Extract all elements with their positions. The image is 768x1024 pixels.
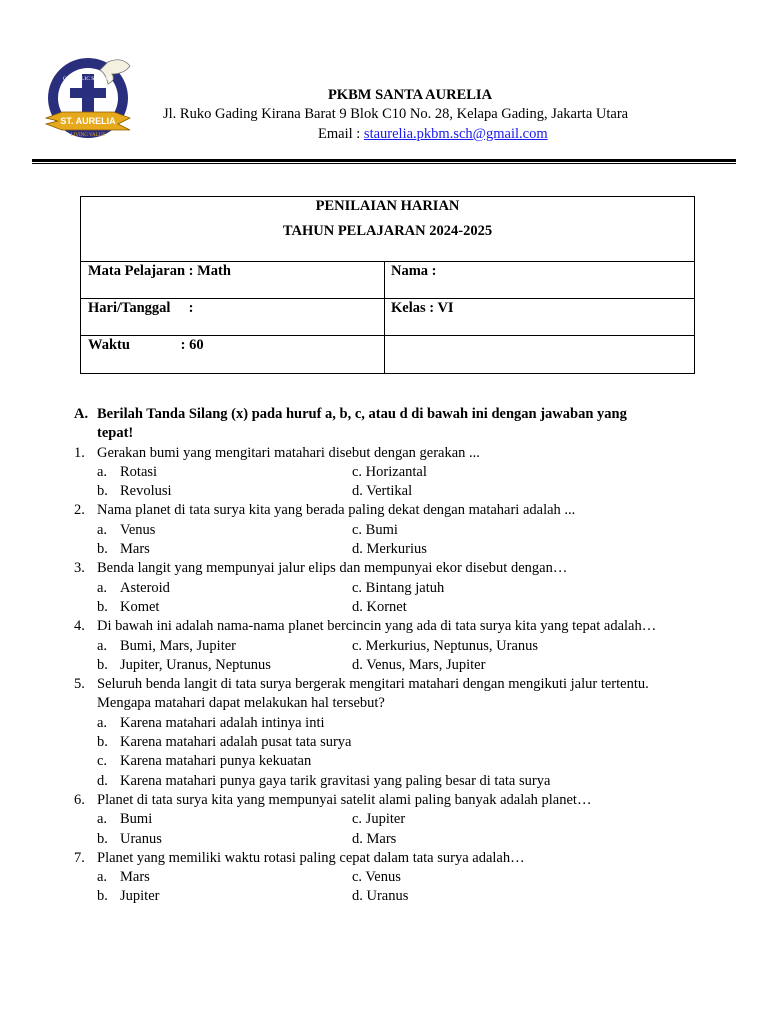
option-row — [74, 752, 704, 771]
option-d[interactable]: d. Venus, Mars, Jupiter — [352, 656, 486, 673]
option-text: Jupiter — [120, 888, 160, 905]
option-key: b. — [97, 483, 108, 500]
option-row — [74, 868, 704, 887]
option-text: Karena matahari punya kekuatan — [120, 753, 312, 770]
question-text: Gerakan bumi yang mengitari matahari disebut dengan gerakan ... — [97, 444, 480, 461]
question-row — [74, 791, 704, 810]
option-key: b. — [97, 830, 108, 847]
option-text: Komet — [120, 598, 160, 615]
question-number: 5. — [74, 676, 85, 693]
class-cell: Kelas : VI — [391, 300, 454, 316]
question-row — [74, 617, 704, 636]
option-a[interactable] — [97, 868, 150, 887]
option-d[interactable]: d. Merkurius — [352, 541, 427, 558]
option-b[interactable] — [97, 598, 159, 617]
table-divider — [81, 261, 694, 262]
question-text: Di bawah ini adalah nama-nama planet bercincin yang ada di tata surya kita yang tepat adalah… — [97, 618, 657, 635]
option-b[interactable] — [97, 733, 351, 752]
question-section — [74, 405, 704, 907]
option-key: a. — [97, 579, 108, 596]
option-key: b. — [97, 656, 108, 673]
question-row — [74, 849, 704, 868]
question-text: Benda langit yang mempunyai jalur elips dan mempunyai ekor disebut dengan… — [97, 560, 568, 577]
header-divider-thin — [32, 163, 736, 164]
option-text: Karena matahari adalah pusat tata surya — [120, 734, 352, 751]
question-text: Planet di tata surya kita yang mempunyai satelit alami paling banyak adalah planet… — [97, 791, 592, 808]
option-text: Bumi — [120, 811, 153, 828]
question-number: 2. — [74, 502, 85, 519]
question-row-cont — [74, 694, 704, 713]
section-instruction — [74, 405, 704, 424]
option-key: a. — [97, 811, 108, 828]
option-a[interactable] — [97, 579, 170, 598]
assessment-info-table — [80, 196, 695, 374]
question-number: 1. — [74, 444, 85, 461]
option-row — [74, 521, 704, 540]
option-row — [74, 772, 704, 791]
option-row — [74, 579, 704, 598]
option-a[interactable] — [97, 714, 325, 733]
student-name-cell[interactable]: Nama : — [391, 263, 437, 279]
subject-cell: Mata Pelajaran : Math — [88, 263, 231, 279]
option-key: a. — [97, 637, 108, 654]
option-b[interactable] — [97, 482, 172, 501]
option-key: c. — [97, 753, 108, 770]
table-divider — [81, 298, 694, 299]
option-key: a. — [97, 463, 108, 480]
question-text: Planet yang memiliki waktu rotasi paling cepat dalam tata surya adalah… — [97, 849, 525, 866]
header-divider-thick — [32, 159, 736, 162]
option-text: Venus — [120, 521, 156, 538]
table-column-divider — [384, 262, 385, 374]
option-text: Bumi, Mars, Jupiter — [120, 637, 236, 654]
logo-banner-text: ST. AURELIA — [60, 116, 116, 126]
option-c[interactable]: c. Bintang jatuh — [352, 579, 445, 596]
question-number: 4. — [74, 618, 85, 635]
option-d[interactable]: d. Kornet — [352, 598, 407, 615]
option-text: Karena matahari adalah intinya inti — [120, 714, 325, 731]
instruction-line: tepat! — [97, 425, 134, 442]
email-label: Email : — [318, 126, 364, 142]
option-text: Asteroid — [120, 579, 170, 596]
option-b[interactable] — [97, 656, 271, 675]
option-row — [74, 830, 704, 849]
option-d[interactable] — [97, 772, 550, 791]
question-row — [74, 444, 704, 463]
option-c[interactable]: c. Venus — [352, 869, 401, 886]
option-row — [74, 714, 704, 733]
school-year-title: TAHUN PELAJARAN 2024-2025 — [282, 223, 493, 239]
option-c[interactable] — [97, 752, 311, 771]
option-key: b. — [97, 888, 108, 905]
option-c[interactable]: c. Horizantal — [352, 463, 427, 480]
option-text: Karena matahari punya gaya tarik gravitasi yang paling besar di tata surya — [120, 772, 551, 789]
option-c[interactable]: c. Bumi — [352, 521, 398, 538]
logo-text-top: CATHOLIC SCHOOL — [62, 76, 114, 82]
question-text: Mengapa matahari dapat melakukan hal tersebut? — [97, 695, 385, 712]
question-number: 6. — [74, 791, 85, 808]
question-text: Nama planet di tata surya kita yang berada paling dekat dengan matahari adalah ... — [97, 502, 576, 519]
option-a[interactable] — [97, 521, 155, 540]
question-row — [74, 501, 704, 520]
instruction-line: Berilah Tanda Silang (x) pada huruf a, b, c, atau d di bawah ini dengan jawaban yang — [97, 406, 627, 422]
option-a[interactable] — [97, 637, 236, 656]
school-email-line — [318, 126, 548, 143]
option-text: Revolusi — [120, 483, 172, 500]
option-row — [74, 482, 704, 501]
option-row — [74, 887, 704, 906]
table-divider — [81, 335, 694, 336]
question-number: 7. — [74, 849, 85, 866]
option-c[interactable]: c. Merkurius, Neptunus, Uranus — [352, 637, 539, 654]
option-b[interactable] — [97, 887, 159, 906]
option-row — [74, 540, 704, 559]
option-d[interactable]: d. Mars — [352, 830, 397, 847]
option-row — [74, 810, 704, 829]
option-row — [74, 598, 704, 617]
question-row — [74, 559, 704, 578]
option-key: a. — [97, 869, 108, 886]
school-name: PKBM SANTA AURELIA — [327, 87, 493, 103]
option-key: b. — [97, 541, 108, 558]
option-row — [74, 463, 704, 482]
option-key: a. — [97, 714, 108, 731]
option-d[interactable]: d. Vertikal — [352, 483, 413, 500]
option-key: b. — [97, 598, 108, 615]
school-address: Jl. Ruko Gading Kirana Barat 9 Blok C10 No. 28, Kelapa Gading, Jakarta Utara — [163, 106, 629, 122]
logo-year-left: 19 — [69, 103, 75, 109]
question-row — [74, 675, 704, 694]
option-b[interactable] — [97, 540, 150, 559]
option-text: Uranus — [120, 830, 162, 847]
question-number: 3. — [74, 560, 85, 577]
time-cell: Waktu : 60 — [88, 337, 204, 353]
logo-motto: LIVING VALUE — [70, 133, 106, 138]
date-cell[interactable]: Hari/Tanggal : — [88, 300, 194, 316]
logo-year-right: 97 — [101, 103, 107, 109]
option-key: a. — [97, 521, 108, 538]
option-key: b. — [97, 734, 108, 751]
option-row — [74, 733, 704, 752]
email-link[interactable]: staurelia.pkbm.sch@gmail.com — [363, 126, 548, 142]
option-d[interactable]: d. Uranus — [352, 888, 409, 905]
section-letter: A. — [74, 406, 89, 422]
option-a[interactable] — [97, 810, 152, 829]
option-text: Rotasi — [120, 463, 158, 480]
option-row — [74, 656, 704, 675]
option-text: Mars — [120, 869, 150, 886]
section-instruction-cont — [74, 424, 704, 443]
option-c[interactable]: c. Jupiter — [352, 811, 406, 828]
question-text: Seluruh benda langit di tata surya bergerak mengitari matahari dengan mengikuti jalur tertentu. — [97, 676, 649, 693]
option-b[interactable] — [97, 830, 162, 849]
assessment-title: PENILAIAN HARIAN — [315, 198, 460, 214]
option-row — [74, 637, 704, 656]
option-text: Mars — [120, 541, 150, 558]
option-key: d. — [97, 772, 108, 789]
option-a[interactable] — [97, 463, 157, 482]
option-text: Jupiter, Uranus, Neptunus — [120, 656, 271, 673]
